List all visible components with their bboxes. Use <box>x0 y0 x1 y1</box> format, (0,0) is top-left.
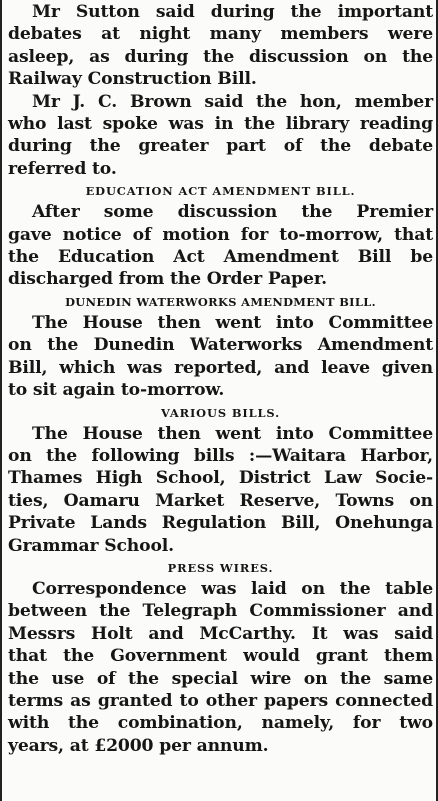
text-line: The House then went into Committee <box>32 423 433 444</box>
text-line: gave notice of motion for to-morrow, that <box>8 224 433 245</box>
text-line: years, at £2000 per annum. <box>8 735 269 756</box>
column-rule-left <box>0 0 2 801</box>
text-line: Private Lands Regulation Bill, Onehunga <box>8 513 433 534</box>
paragraph-press-wires <box>8 578 433 757</box>
paragraph-sutton <box>8 1 433 91</box>
paragraph-brown <box>8 91 433 181</box>
text-line: ties, Oamaru Market Reserve, Towns on <box>8 490 433 511</box>
text-line: the Education Act Amendment Bill be <box>8 247 433 268</box>
text-line: who last spoke was in the library reading <box>8 114 433 135</box>
text-line: Mr Sutton said during the important <box>32 2 433 22</box>
text-line: Bill, which was reported, and leave given <box>8 357 433 378</box>
text-line: asleep, as during the discussion on the <box>8 46 433 67</box>
paragraph-dunedin <box>8 312 433 402</box>
section-heading-various-bills: VARIOUS BILLS. <box>161 405 280 420</box>
text-line: with the combination, namely, for two <box>8 713 433 734</box>
paragraph-education <box>8 201 433 291</box>
paragraph-various-bills <box>8 423 433 557</box>
text-line: the use of the special wire on the same <box>8 668 433 689</box>
text-line: debates at night many members were <box>8 24 433 45</box>
text-line: referred to. <box>8 158 117 179</box>
text-line: terms as granted to other papers connected <box>8 690 433 711</box>
text-line: on the Dunedin Waterworks Amendment <box>8 335 433 356</box>
text-line: The House then went into Committee <box>32 312 433 333</box>
text-line: Messrs Holt and McCarthy. It was said <box>8 623 433 644</box>
text-line: to sit again to-morrow. <box>8 380 225 401</box>
text-line: discharged from the Order Paper. <box>8 269 328 290</box>
text-line: Railway Construction Bill. <box>8 69 257 90</box>
text-line: between the Telegraph Commissioner and <box>8 601 433 622</box>
text-line: Thames High School, District Law Socie- <box>8 468 433 489</box>
text-line: on the following bills :—Waitara Harbor, <box>8 445 433 466</box>
section-heading-press-wires: PRESS WIRES. <box>167 560 274 575</box>
text-line: Grammar School. <box>8 535 174 556</box>
text-line: Correspondence was laid on the table <box>32 578 433 599</box>
text-line: that the Government would grant them <box>8 646 433 667</box>
section-heading-dunedin: DUNEDIN WATERWORKS AMENDMENT BILL. <box>65 294 376 309</box>
text-line: Mr J. C. Brown said the hon, member <box>32 91 433 112</box>
text-line: After some discussion the Premier <box>32 202 433 223</box>
text-line: during the greater part of the debate <box>8 136 433 157</box>
section-heading-education: EDUCATION ACT AMENDMENT BILL. <box>85 184 356 199</box>
